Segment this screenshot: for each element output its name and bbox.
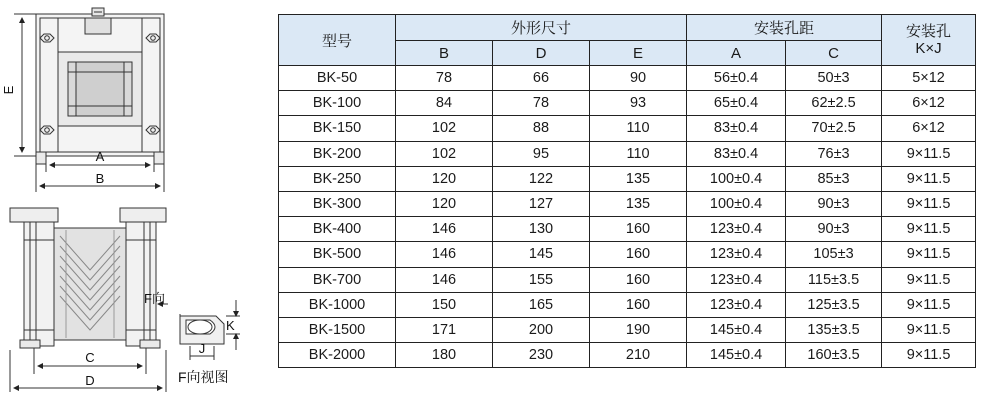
cell-e: 90 bbox=[590, 66, 687, 91]
cell-d: 122 bbox=[493, 166, 590, 191]
cell-e: 110 bbox=[590, 141, 687, 166]
dim-label-j: J bbox=[198, 341, 206, 356]
cell-c: 76±3 bbox=[786, 141, 882, 166]
cell-model: BK-500 bbox=[279, 242, 396, 267]
table-row bbox=[279, 292, 976, 317]
cell-b: 180 bbox=[396, 343, 493, 368]
cell-b: 146 bbox=[396, 267, 493, 292]
cell-d: 145 bbox=[493, 242, 590, 267]
table-row bbox=[279, 66, 976, 91]
header-b: B bbox=[396, 41, 493, 66]
header-model: 型号 bbox=[279, 15, 396, 66]
cell-d: 66 bbox=[493, 66, 590, 91]
cell-c: 85±3 bbox=[786, 166, 882, 191]
table-row bbox=[279, 242, 976, 267]
cell-e: 93 bbox=[590, 91, 687, 116]
cell-e: 110 bbox=[590, 116, 687, 141]
cell-kxj: 9×11.5 bbox=[882, 317, 976, 342]
cell-a: 145±0.4 bbox=[687, 317, 786, 342]
cell-e: 160 bbox=[590, 242, 687, 267]
cell-model: BK-50 bbox=[279, 66, 396, 91]
cell-e: 135 bbox=[590, 191, 687, 216]
dim-label-d: D bbox=[85, 373, 95, 388]
cell-a: 123±0.4 bbox=[687, 217, 786, 242]
cell-a: 123±0.4 bbox=[687, 267, 786, 292]
cell-c: 50±3 bbox=[786, 66, 882, 91]
dim-label-k: K bbox=[226, 318, 235, 333]
cell-model: BK-150 bbox=[279, 116, 396, 141]
table-row bbox=[279, 166, 976, 191]
cell-b: 146 bbox=[396, 242, 493, 267]
cell-kxj: 9×11.5 bbox=[882, 191, 976, 216]
cell-c: 135±3.5 bbox=[786, 317, 882, 342]
cell-b: 150 bbox=[396, 292, 493, 317]
cell-kxj: 6×12 bbox=[882, 116, 976, 141]
header-c: C bbox=[786, 41, 882, 66]
cell-b: 78 bbox=[396, 66, 493, 91]
cell-e: 210 bbox=[590, 343, 687, 368]
cell-d: 88 bbox=[493, 116, 590, 141]
cell-e: 160 bbox=[590, 292, 687, 317]
dim-label-a: A bbox=[95, 149, 105, 164]
cell-b: 84 bbox=[396, 91, 493, 116]
cell-d: 95 bbox=[493, 141, 590, 166]
table-row bbox=[279, 141, 976, 166]
table-row bbox=[279, 91, 976, 116]
cell-a: 145±0.4 bbox=[687, 343, 786, 368]
table-row bbox=[279, 217, 976, 242]
cell-b: 102 bbox=[396, 116, 493, 141]
cell-a: 56±0.4 bbox=[687, 66, 786, 91]
cell-model: BK-250 bbox=[279, 166, 396, 191]
cell-a: 123±0.4 bbox=[687, 292, 786, 317]
cell-d: 130 bbox=[493, 217, 590, 242]
header-mount-hole-sub: K×J bbox=[915, 40, 942, 57]
cell-kxj: 9×11.5 bbox=[882, 343, 976, 368]
cell-model: BK-400 bbox=[279, 217, 396, 242]
spec-table bbox=[278, 14, 976, 368]
cell-d: 200 bbox=[493, 317, 590, 342]
cell-c: 160±3.5 bbox=[786, 343, 882, 368]
cell-c: 90±3 bbox=[786, 191, 882, 216]
technical-drawings bbox=[0, 0, 270, 404]
table-row bbox=[279, 267, 976, 292]
cell-model: BK-2000 bbox=[279, 343, 396, 368]
header-a: A bbox=[687, 41, 786, 66]
cell-kxj: 9×11.5 bbox=[882, 242, 976, 267]
cell-model: BK-1000 bbox=[279, 292, 396, 317]
header-d: D bbox=[493, 41, 590, 66]
front-view-drawing bbox=[14, 8, 164, 192]
f-view-caption: F向视图 bbox=[178, 369, 229, 385]
cell-e: 160 bbox=[590, 267, 687, 292]
cell-c: 62±2.5 bbox=[786, 91, 882, 116]
header-outline-dimensions: 外形尺寸 bbox=[396, 15, 687, 41]
cell-d: 78 bbox=[493, 91, 590, 116]
cell-kxj: 6×12 bbox=[882, 91, 976, 116]
cell-c: 115±3.5 bbox=[786, 267, 882, 292]
cell-model: BK-100 bbox=[279, 91, 396, 116]
cell-e: 135 bbox=[590, 166, 687, 191]
table-row bbox=[279, 116, 976, 141]
cell-a: 65±0.4 bbox=[687, 91, 786, 116]
cell-c: 90±3 bbox=[786, 217, 882, 242]
dim-label-f: F向 bbox=[144, 291, 165, 306]
cell-kxj: 9×11.5 bbox=[882, 267, 976, 292]
header-e: E bbox=[590, 41, 687, 66]
table-row bbox=[279, 191, 976, 216]
table-row bbox=[279, 317, 976, 342]
cell-a: 123±0.4 bbox=[687, 242, 786, 267]
cell-kxj: 9×11.5 bbox=[882, 166, 976, 191]
table-row bbox=[279, 343, 976, 368]
cell-d: 230 bbox=[493, 343, 590, 368]
cell-kxj: 9×11.5 bbox=[882, 141, 976, 166]
cell-b: 102 bbox=[396, 141, 493, 166]
cell-b: 120 bbox=[396, 191, 493, 216]
cell-c: 105±3 bbox=[786, 242, 882, 267]
cell-a: 100±0.4 bbox=[687, 166, 786, 191]
dim-label-e: E bbox=[1, 85, 16, 95]
header-hole-spacing: 安装孔距 bbox=[687, 15, 882, 41]
spec-table-body bbox=[279, 66, 976, 368]
cell-model: BK-300 bbox=[279, 191, 396, 216]
cell-b: 171 bbox=[396, 317, 493, 342]
cell-model: BK-200 bbox=[279, 141, 396, 166]
cell-b: 120 bbox=[396, 166, 493, 191]
cell-model: BK-1500 bbox=[279, 317, 396, 342]
cell-d: 165 bbox=[493, 292, 590, 317]
cell-kxj: 5×12 bbox=[882, 66, 976, 91]
cell-b: 146 bbox=[396, 217, 493, 242]
cell-kxj: 9×11.5 bbox=[882, 292, 976, 317]
cell-e: 160 bbox=[590, 217, 687, 242]
dim-label-c: C bbox=[85, 350, 95, 365]
cell-a: 83±0.4 bbox=[687, 141, 786, 166]
dim-label-b: B bbox=[95, 171, 105, 186]
cell-a: 100±0.4 bbox=[687, 191, 786, 216]
cell-kxj: 9×11.5 bbox=[882, 217, 976, 242]
cell-model: BK-700 bbox=[279, 267, 396, 292]
cell-d: 127 bbox=[493, 191, 590, 216]
cell-e: 190 bbox=[590, 317, 687, 342]
cell-d: 155 bbox=[493, 267, 590, 292]
cell-c: 125±3.5 bbox=[786, 292, 882, 317]
cell-c: 70±2.5 bbox=[786, 116, 882, 141]
header-mount-hole-label: 安装孔 bbox=[906, 23, 952, 40]
header-mount-hole bbox=[882, 15, 976, 66]
cell-a: 83±0.4 bbox=[687, 116, 786, 141]
